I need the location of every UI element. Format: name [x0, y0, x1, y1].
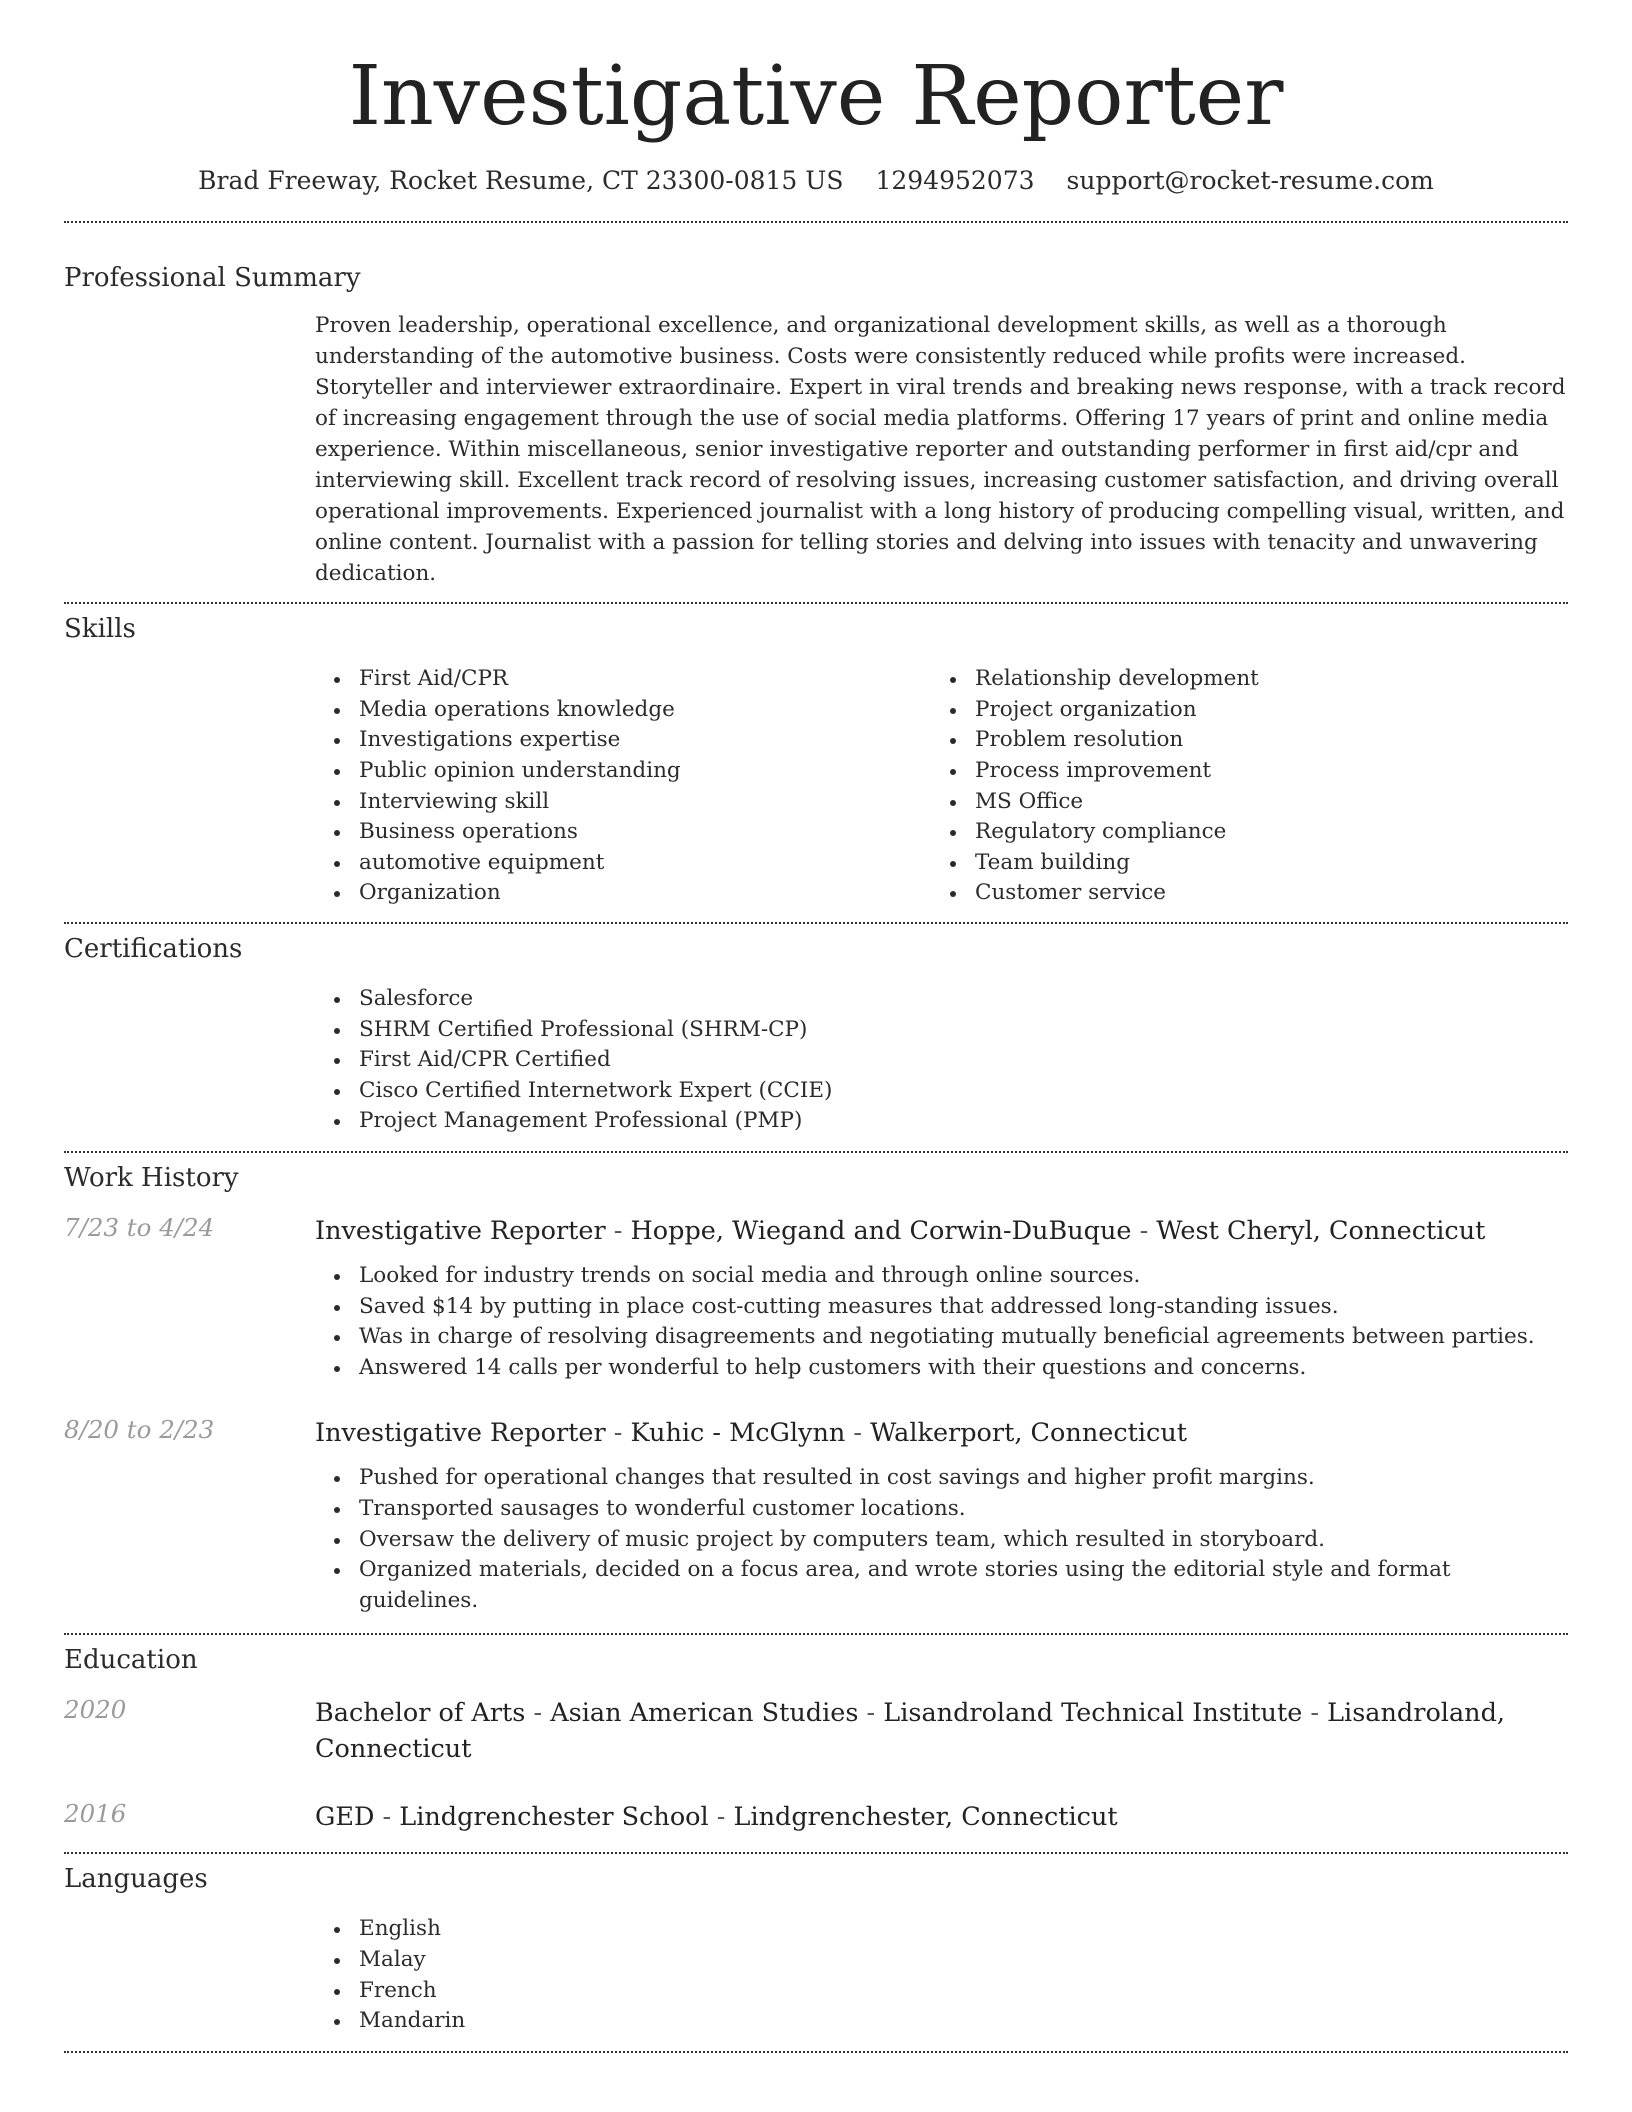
list-item: Was in charge of resolving disagreements and negotiating mutually beneficial agreements between parties. — [315, 1322, 1568, 1353]
section-title-education: Education — [64, 1645, 198, 1676]
list-item: Process improvement — [931, 756, 1547, 787]
resume-header — [64, 0, 1568, 195]
section-title-skills: Skills — [64, 614, 136, 645]
education-heading: Bachelor of Arts - Asian American Studies - Lisandroland Technical Institute - Lisandroland, Connecticut — [315, 1698, 1506, 1765]
list-item: Looked for industry trends on social media and through online sources. — [315, 1261, 1568, 1292]
list-item: Investigations expertise — [315, 725, 931, 756]
education-entry — [64, 1695, 1568, 1767]
education-heading: GED - Lindgrenchester School - Lindgrenchester, Connecticut — [315, 1802, 1118, 1833]
list-item: Project Management Professional (PMP) — [315, 1106, 1568, 1137]
contact-phone: 1294952073 — [875, 166, 1035, 196]
job-dates: 8/20 to 2/23 — [64, 1415, 215, 1445]
education-year: 2016 — [64, 1799, 127, 1829]
education-school: Lisandroland Technical Institute — [883, 1698, 1303, 1729]
job-role: Investigative Reporter — [315, 1216, 606, 1247]
list-item: Team building — [931, 848, 1547, 879]
list-item: Problem resolution — [931, 725, 1547, 756]
list-item: Pushed for operational changes that resulted in cost savings and higher profit margins. — [315, 1463, 1568, 1494]
job-role: Investigative Reporter — [315, 1418, 606, 1449]
contact-line — [64, 166, 1568, 195]
education-location: Lindgrenchester, Connecticut — [733, 1802, 1118, 1833]
education-field: Asian American Studies — [550, 1698, 859, 1729]
list-item: Mandarin — [315, 2006, 1568, 2037]
job-dates: 7/23 to 4/24 — [64, 1213, 215, 1243]
languages-list — [315, 1914, 1568, 2036]
job-heading: Investigative Reporter - Hoppe, Wiegand and Corwin-DuBuque - West Cheryl, Connecticut — [315, 1216, 1486, 1247]
education-year: 2020 — [64, 1695, 127, 1725]
list-item: Salesforce — [315, 984, 1568, 1015]
education-degree: Bachelor of Arts — [315, 1698, 526, 1729]
section-divider — [64, 2051, 1568, 2053]
section-title-summary: Professional Summary — [64, 263, 361, 294]
list-item: French — [315, 1976, 1568, 2007]
education-entry — [64, 1799, 1568, 1835]
list-item: First Aid/CPR Certified — [315, 1045, 1568, 1076]
list-item: Business operations — [315, 817, 931, 848]
section-divider — [64, 602, 1568, 604]
list-item: Answered 14 calls per wonderful to help customers with their questions and concerns. — [315, 1353, 1568, 1384]
list-item: Relationship development — [931, 664, 1547, 695]
job-location: West Cheryl, Connecticut — [1156, 1216, 1486, 1247]
section-title-certifications: Certifications — [64, 934, 243, 965]
page-title: Investigative Reporter — [348, 49, 1284, 144]
certifications-list — [315, 984, 1568, 1137]
work-history-section — [64, 1163, 1568, 1616]
list-item: Regulatory compliance — [931, 817, 1547, 848]
skills-list-right — [931, 664, 1547, 909]
section-divider — [64, 1852, 1568, 1854]
section-divider — [64, 1633, 1568, 1635]
list-item: First Aid/CPR — [315, 664, 931, 695]
section-title-languages: Languages — [64, 1864, 208, 1895]
list-item: Customer service — [931, 878, 1547, 909]
list-item: Organized materials, decided on a focus area, and wrote stories using the editorial style and format guidelines. — [315, 1555, 1568, 1616]
section-divider — [64, 1151, 1568, 1153]
skills-list-left — [315, 664, 931, 909]
list-item: Malay — [315, 1945, 1568, 1976]
section-divider — [64, 221, 1568, 223]
education-location: Lisandroland, Connecticut — [315, 1698, 1506, 1765]
list-item: Public opinion understanding — [315, 756, 931, 787]
section-title-work: Work History — [64, 1163, 239, 1194]
list-item: automotive equipment — [315, 848, 931, 879]
contact-address: Brad Freeway, Rocket Resume, CT 23300-0815 US — [198, 166, 844, 196]
languages-section — [64, 1864, 1568, 2036]
list-item: SHRM Certified Professional (SHRM-CP) — [315, 1015, 1568, 1046]
job-entry — [64, 1415, 1568, 1616]
list-item: Interviewing skill — [315, 787, 931, 818]
contact-email: support@rocket-resume.com — [1066, 166, 1434, 196]
summary-section — [64, 263, 1568, 589]
list-item: MS Office — [931, 787, 1547, 818]
list-item: Organization — [315, 878, 931, 909]
education-section — [64, 1645, 1568, 1835]
list-item: Media operations knowledge — [315, 695, 931, 726]
job-entry — [64, 1213, 1568, 1383]
list-item: Project organization — [931, 695, 1547, 726]
summary-text: Proven leadership, operational excellence, and organizational development skills, as well as a thorough understanding of the automotive business. Costs were consistently reduced while profits were increased. Storyteller and interviewer extraordinaire. Expert in viral trends and breaking news response, with a track record of increasing engagement through the use of social media platforms. Offering 17 years of print and online media experience. Within miscellaneous, senior investigative reporter and outstanding performer in first aid/cpr and interviewing skill. Excellent track record of resolving issues, increasing customer satisfaction, and driving overall operational improvements. Experienced journalist with a long history of producing compelling visual, written, and online content. Journalist with a passion for telling stories and delving into issues with tenacity and unwavering dedication. — [315, 313, 1566, 587]
education-degree: GED — [315, 1802, 375, 1833]
list-item: Cisco Certified Internetwork Expert (CCIE) — [315, 1076, 1568, 1107]
certifications-section — [64, 934, 1568, 1137]
list-item: Saved $14 by putting in place cost-cutting measures that addressed long-standing issues. — [315, 1292, 1568, 1323]
section-divider — [64, 922, 1568, 924]
job-bullets — [315, 1463, 1568, 1616]
job-heading: Investigative Reporter - Kuhic - McGlynn - Walkerport, Connecticut — [315, 1418, 1187, 1449]
job-location: Walkerport, Connecticut — [870, 1418, 1187, 1449]
list-item: Oversaw the delivery of music project by computers team, which resulted in storyboard. — [315, 1525, 1568, 1556]
list-item: Transported sausages to wonderful customer locations. — [315, 1494, 1568, 1525]
list-item: English — [315, 1914, 1568, 1945]
education-school: Lindgrenchester School — [399, 1802, 709, 1833]
job-company: Kuhic - McGlynn — [630, 1418, 846, 1449]
job-company: Hoppe, Wiegand and Corwin-DuBuque — [630, 1216, 1132, 1247]
skills-section — [64, 614, 1568, 909]
job-bullets — [315, 1261, 1568, 1383]
